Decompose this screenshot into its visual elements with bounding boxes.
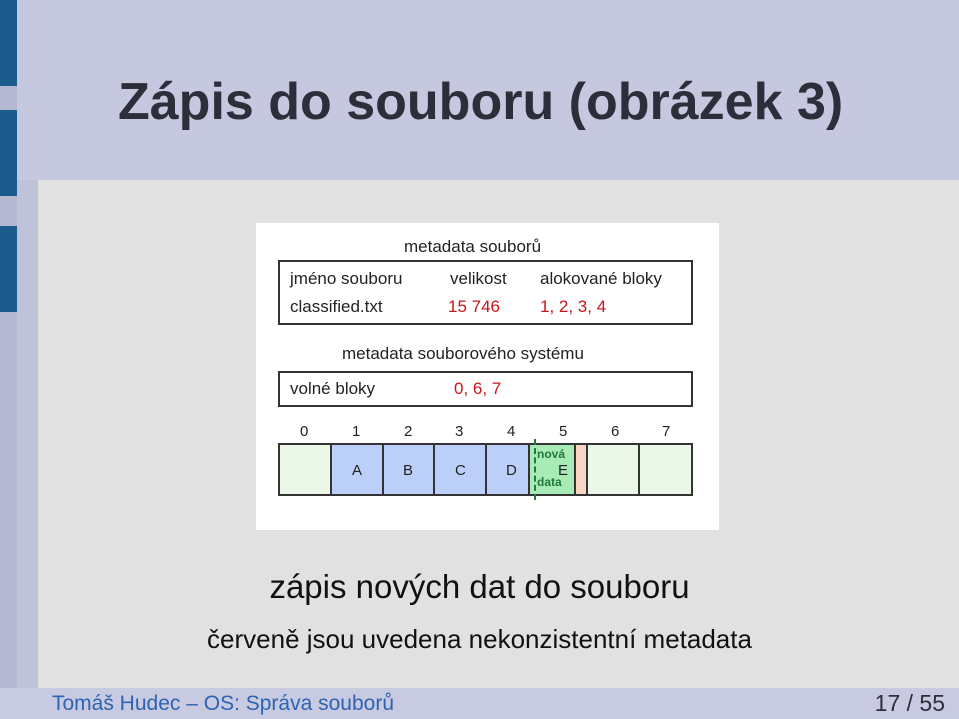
disk-block-0 [278,443,332,496]
block-label: A [352,462,363,479]
file-name: classified.txt [290,297,383,316]
slide-subtitle: zápis nových dat do souboru [269,568,690,605]
strip-bar [0,226,17,312]
block-label: D [506,462,517,479]
new-data-marker [534,439,536,500]
disk-block-7 [638,443,693,496]
file-metadata-heading: metadata souborů [404,237,542,256]
diagram [256,223,719,530]
disk-block-6 [586,443,640,496]
block-label: C [455,462,466,479]
free-blocks-value: 0, 6, 7 [454,379,502,398]
free-blocks-label: volné bloky [290,379,376,398]
fs-metadata-heading: metadata souborového systému [342,344,584,363]
block-index: 1 [352,423,361,440]
page-number: 17 / 55 [874,690,945,716]
col-size-header: velikost [450,269,507,288]
footer [0,688,959,719]
left-decoration-strip [0,0,17,719]
block-index: 0 [300,423,309,440]
block-index: 7 [662,423,671,440]
new-data-label-top: nová [537,447,566,461]
block-label: E [558,462,569,479]
block-index: 6 [611,423,620,440]
slide-note: červeně jsou uvedena nekonzistentní metadata [207,624,752,654]
col-blocks-header: alokované bloky [540,269,662,288]
file-size: 15 746 [448,297,500,316]
file-blocks: 1, 2, 3, 4 [540,297,607,316]
block-index: 5 [559,423,568,440]
block-index: 2 [404,423,413,440]
new-data-label-bottom: data [537,475,562,489]
strip-bar [0,0,17,86]
block-index: 4 [507,423,516,440]
col-name-header: jméno souboru [290,269,403,288]
block-index: 3 [455,423,464,440]
block-label: B [403,462,414,479]
strip-bar [0,110,17,196]
footer-author: Tomáš Hudec – OS: Správa souborů [52,692,395,715]
slide-title: Zápis do souboru (obrázek 3) [118,73,844,131]
